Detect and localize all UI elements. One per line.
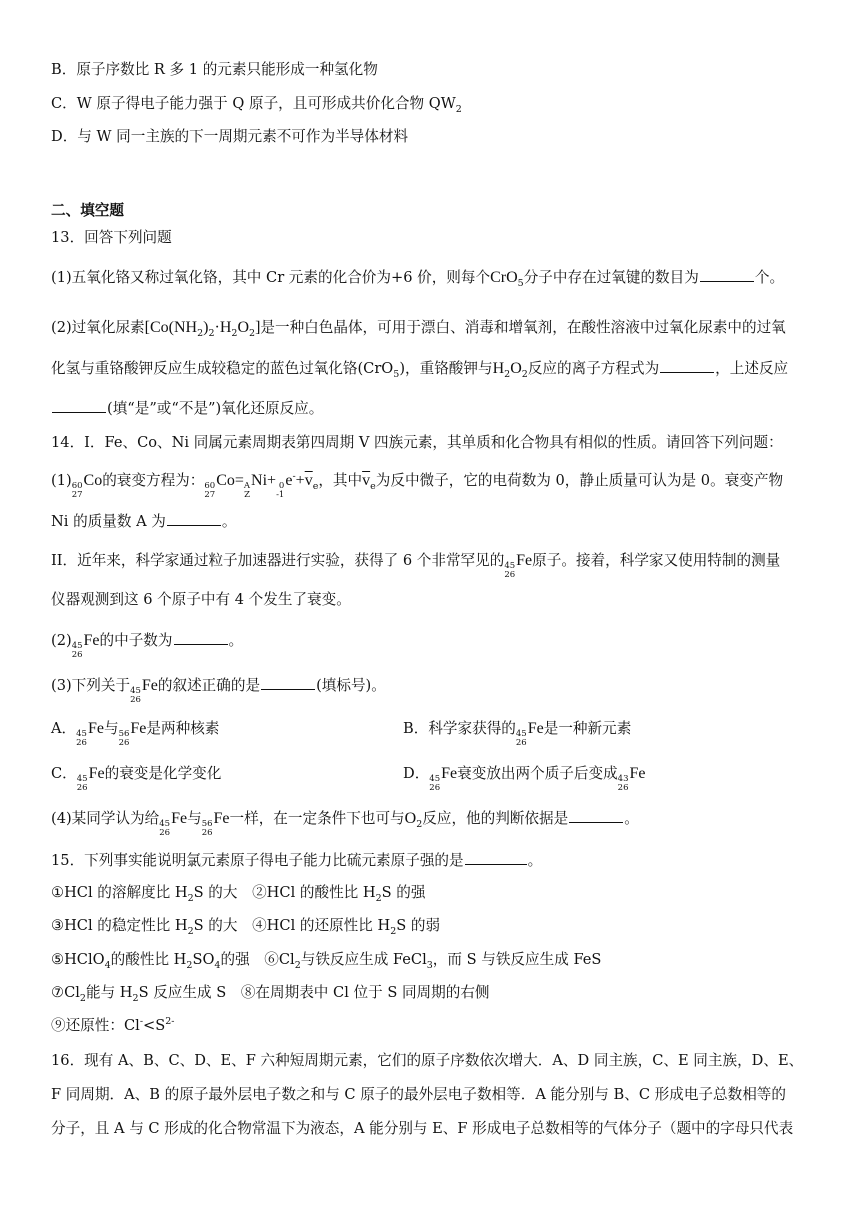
- q14-part1-line1: (1) 60 27 Co的衰变方程为： 60 27 Co= A Z Ni+ 0 -1 $e^-+\overline{v}_e$，其中$\overline{v}_e$为反中微子，它的电荷数为 0，静止质量可认为是 0。衰变产物: [51, 471, 784, 500]
- q15-line5: ⑨还原性：$Cl^-<S^{2-}$: [51, 1016, 175, 1034]
- q14-part2-q2: (2) 45 26 Fe的中子数为 。: [51, 632, 244, 660]
- q16-line1: 16．现有 A、B、C、D、E、F 六种短周期元素，它们的原子序数依次增大．A、D 同主族，C、E 同主族，D、E、: [51, 1052, 804, 1069]
- q14-part2-line2: 仪器观测到这 6 个原子中有 4 个发生了衰变。: [51, 591, 351, 608]
- q15-line2: ③HCl 的稳定性比 $H_2S$ 的大 ④HCl 的还原性比 $H_2S$ 的弱: [51, 917, 441, 937]
- q15-line4: $⑦Cl_2$能与 $H_2S$ 反应生成 S ⑧在周期表中 Cl 位于 S 同周期的右侧: [51, 984, 490, 1004]
- answer-blank[interactable]: [465, 850, 527, 865]
- q13-part2-line3: (填“是”或“不是”)氧化还原反应。: [51, 398, 820, 419]
- q13-part1: (1)五氧化铬又称过氧化铬，其中 Cr 元素的化合价为+6 价，则每个CrO$_5$分子中存在过氧键的数目为 个。: [51, 269, 785, 289]
- isotope-label: 60 27: [71, 481, 83, 500]
- q13-part2-line2: 化氢与重铬酸钾反应生成较稳定的蓝色过氧化铬(CrO$_5$)，重铬酸钾与$H_2O_2$反应的离子方程式为 ，上述反应: [51, 360, 789, 380]
- answer-blank[interactable]: [261, 675, 315, 690]
- q16-line2: F 同周期．A、B 的原子最外层电子数之和与 C 原子的最外层电子数相等．A 能分别与 B、C 形成电子总数相等的: [51, 1086, 786, 1103]
- answer-blank[interactable]: [174, 630, 228, 645]
- q15-heading: 15．下列事实能说明氯元素原子得电子能力比硫元素原子强的是 。: [51, 852, 543, 869]
- answer-blank[interactable]: [52, 398, 106, 413]
- q16-line3: 分子，且 A 与 C 形成的化合物常温下为液态，A 能分别与 E、F 形成电子总数相等的气体分子（题中的字母只代表: [51, 1120, 794, 1137]
- section-title: 二、填空题: [51, 202, 124, 219]
- answer-blank[interactable]: [660, 358, 714, 373]
- q15-line1: ①HCl 的溶解度比 $H_2S$ 的大 ②HCl 的酸性比 $H_2S$ 的强: [51, 884, 426, 904]
- q12-option-d: D．与 W 同一主族的下一周期元素不可作为半导体材料: [51, 128, 409, 145]
- q14-heading: 14．I．Fe、Co、Ni 同属元素周期表第四周期 V 四族元素，其单质和化合物具有相似的性质。请回答下列问题：: [51, 434, 783, 451]
- q14-option-b[interactable]: B．科学家获得的 45 26 Fe是一种新元素: [403, 720, 632, 748]
- answer-blank[interactable]: [700, 267, 754, 282]
- q14-part2-q4: (4)某同学认为给 45 26 Fe与 56 26 Fe一样，在一定条件下也可与$O_2$反应，他的判断依据是 。: [51, 810, 639, 838]
- q14-option-d[interactable]: D． 45 26 Fe衰变放出两个质子后变成 43 26 Fe: [403, 765, 646, 793]
- q13-part2-line1: (2)过氧化尿素$[Co(NH_2)_2\cdot H_2O_2]$是一种白色晶体，可用于漂白、消毒和增氧剂，在酸性溶液中过氧化尿素中的过氧: [51, 319, 786, 339]
- q13-heading: 13．回答下列问题: [51, 229, 172, 246]
- answer-blank[interactable]: [569, 808, 623, 823]
- q12-option-c: C．W 原子得电子能力强于 Q 原子，且可形成共价化合物 $QW_2$: [51, 95, 462, 115]
- q14-options-cd: [51, 764, 820, 792]
- q14-part2-line1: II．近年来，科学家通过粒子加速器进行实验，获得了 6 个非常罕见的 45 26 Fe原子。接着，科学家又使用特制的测量: [51, 552, 781, 580]
- q15-line3: ⑤HClO$_4$的酸性比 $H_2SO_4$的强 $⑥Cl_2$与铁反应生成 FeCl$_3$，而 S 与铁反应生成 FeS: [51, 951, 602, 971]
- q14-options-ab: [51, 719, 820, 747]
- q14-part2-q3: (3)下列关于 45 26 Fe的叙述正确的是 (填标号)。: [51, 677, 386, 705]
- q12-option-b: B．原子序数比 R 多 1 的元素只能形成一种氢化物: [51, 61, 378, 78]
- q14-part1-line2: Ni 的质量数 A 为 。: [51, 513, 237, 530]
- q14-option-c[interactable]: C． 45 26 Fe的衰变是化学变化: [51, 765, 222, 793]
- answer-blank[interactable]: [167, 511, 221, 526]
- q14-option-a[interactable]: A． 45 26 Fe与 56 26 Fe是两种核素: [51, 720, 220, 748]
